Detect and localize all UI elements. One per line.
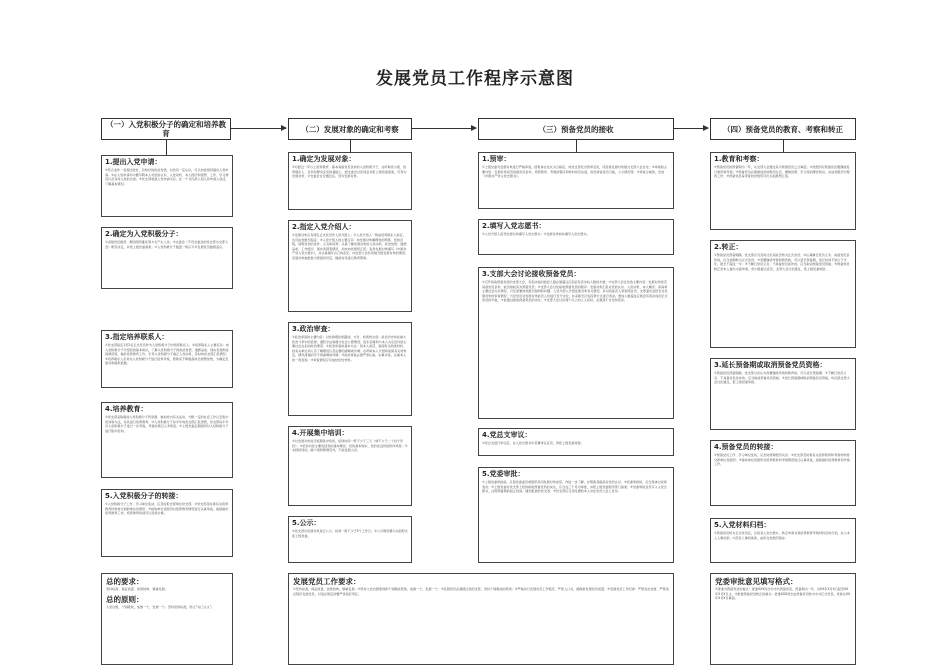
general-requirements-box — [101, 573, 233, 665]
step-title: 1.确定为发展对象： — [292, 155, 356, 163]
step-body: ①预备党员的预备期为一年，从支部大会通过其为预备党员之日算起；②党组织对预备党员要继续进行教育和考察；③预备党员必须参加党的组织生活、缴纳党费、学习党的理论知识，完成党组织分配的工作；④预备党员每季度向党组织写出书面思想汇报。 — [714, 165, 850, 179]
step-general-branch-review — [478, 428, 674, 456]
step-assign-sponsor — [288, 220, 412, 312]
step-title: 4.开展集中培训： — [292, 429, 349, 437]
step-title: 3.政治审查： — [292, 325, 335, 333]
step-title: 1.提出入党申请： — [105, 158, 162, 166]
header-arrow-2 — [412, 128, 476, 129]
step-pre-review — [478, 152, 674, 209]
step-confirm-candidate — [288, 152, 412, 210]
step-title: 2.确定为入党积极分子： — [105, 230, 183, 238]
step-probationary-transfer — [710, 440, 856, 506]
general-principles-title: 总的原则： — [106, 594, 144, 604]
step-fill-application — [478, 219, 674, 255]
connector-col-4 — [783, 140, 784, 152]
step-title: 1.预审： — [482, 155, 511, 163]
work-requirements-title: 发展党员工作要求： — [293, 577, 361, 586]
step-political-review — [288, 322, 412, 416]
step-body: ①上级党委对发展对象进行严格审查，经集体讨论认为合格后，向党支部发出预审意见，同意将发展对象提交支部大会讨论；②审查的主要内容：发展对象是否具备党员条件，培养教育、考察的程序和材料是否完备，政治审查是否合格，公示情况等；③审查合格的，发放《中国共产党入党志愿书》。 — [482, 165, 667, 179]
step-title: 1.教育和考察： — [714, 155, 764, 163]
step-title: 3.延长预备期或取消预备党员资格： — [714, 361, 827, 369]
step-title: 5.党委审批： — [482, 470, 525, 478]
step-branch-meeting — [478, 267, 674, 419]
connector-col-1 — [166, 140, 167, 155]
step-extend-or-cancel — [710, 358, 856, 430]
step-training-education — [101, 402, 233, 478]
step-title: 4.培养教育： — [105, 405, 148, 413]
header-arrow-3 — [674, 128, 708, 129]
step-body: ①党支部指定1至2名正式党员作为入党积极分子的培养联系人；②培养联系人主要任务：向入党积极分子介绍党的基本知识，了解入党积极分子的政治觉悟、道德品质、现实表现和家庭情况等，做好培养教育工作，引导入党积极分子端正入党动机，及时向党支部汇报情况；③培养联系人负责对入党积极分子进行培养考察，帮助其不断提高政治思想觉悟，为确定发展对象提供依据。 — [105, 343, 229, 366]
step-archive-files — [710, 518, 856, 563]
step-title: 2.转正： — [714, 243, 743, 251]
approval-format-box — [710, 573, 856, 665]
general-principles-body: 入党自愿，个别吸收，成熟一个，发展一个。坚持党的标准，防止“关门主义”。 — [106, 604, 215, 609]
step-body: ①上级党委审批前，应派党委委员或组织员同发展对象谈话，作进一步了解，并帮助其提高对党的认识；②党委审批时，应当集体讨论和表决；③上级党委对党支部上报的接收预备党员的决议，应当在三个月内审批，并报上级党委组织部门备案；④党委审批意见写入入党志愿书，注明预备期的起止时间，通知报批的党支部；⑤党支部应当及时通知本人并在党员大会上宣布。 — [482, 480, 667, 494]
step-apply-membership — [101, 155, 233, 217]
connector-col-3 — [576, 140, 577, 152]
step-body: ①对发展对象进行短期集中培训，培训时间一般不少于三天（或不少于二十四个学时）；②培训内容主要包括党的基本理论、党的基本知识、党的优良传统和作风等；③未经培训的，除个别特殊情况外，不能发展入党。 — [292, 439, 408, 453]
step-body: ①预备党员预备期满，党支部应当及时讨论其能否转为正式党员；②认真履行党员义务、具备党员条件的，应当按期转为正式党员；③需要继续考察和教育的，可以延长预备期，延长时间不能少于半年，最长不超过一年；④不履行党员义务、不具备党员条件的，应当取消预备党员资格；⑤预备党员转正需本人提出书面申请，党小组提出意见，支部大会讨论通过，报上级党委审批。 — [714, 253, 850, 271]
approval-format-body: ①批准为预备党员的格式：批准XXX同志为中共预备党员，预备期为一年，自XX年X月X日起至XX年X月X日止。②批准预备党员转正的格式：批准XXX同志由预备党员转为中共正式党员，党龄从XX年X月X日算起。 — [715, 587, 851, 601]
step-body: ①采取党员推荐、群团组织推优等方式产生人选；②支委会（不设支委会的党支部为支部大会）研究决定，并报上级党委备案；③入党积极分子数量一般应与年发展党员数相适应。 — [105, 240, 229, 249]
step-public-notice — [288, 516, 412, 563]
step-education-assessment — [710, 152, 856, 230]
step-body: ①预备党员转为正式党员后，应将其入党志愿书、转正申请书和培养教育考察材料及时归档，存入本人人事档案；②没有人事档案的，由所在党组织保存。 — [714, 531, 850, 540]
step-body: ①发展对象应有两名正式党员作入党介绍人；②入党介绍人一般由培养联系人担任，也可由党组织指定；③入党介绍人的主要任务：向发展对象解释党的纲领、党的章程，说明党员的条件、义务和权利；认真了解发展对象的入党动机、政治觉悟、道德品质、工作经历、现实表现等情况，如实向党组织汇报；指导发展对象填写《中国共产党入党志愿书》，并认真填写自己的意见；向支部大会负责地介绍发展对象的情况；发展对象被批准为预备党员后，继续对其进行教育帮助。 — [292, 233, 409, 260]
column-header-2: （二）发展对象的确定和考察 — [288, 118, 412, 140]
step-body: ①预备党员预备期满，党支部讨论认为需要继续考察和教育的，可以延长预备期；②不履行党员义务、不具备党员条件的，应当取消预备党员资格；③延长预备期或取消预备党员资格，均应经支部大会讨论通过，报上级党委审批。 — [714, 371, 850, 385]
step-activist-transfer — [101, 489, 233, 557]
work-requirements-box — [288, 573, 674, 665]
step-title: 5.入党积极分子的转接： — [105, 492, 183, 500]
step-body: ①政治审查的主要内容：对党的理论和路线、方针、政策的态度；政治历史和在重大政治斗争中的表现；遵纪守法和遵守社会公德情况；直系亲属和与本人关系密切的主要社会关系的政治情况；②政治审查的基本方法：同本人谈话、查阅有关档案材料、找有关单位和人员了解情况以及必要的函调或外调；在听取本人介绍和查阅有关材料后，情况清楚的可不再函调或外调；③政治审查必须严肃认真，实事求是，注重本人的一贯表现；④审查情况应写成结论性材料。 — [292, 335, 407, 362]
step-title: 4.预备党员的转接： — [714, 443, 778, 451]
page-title: 发展党员工作程序示意图 — [376, 69, 574, 89]
step-confirm-activist — [101, 227, 233, 289]
step-title: 5.入党材料归档： — [714, 521, 771, 529]
step-body: ①党支部对发展对象进行公示，时间一般不少于5个工作日；②公示情况要以书面形式报上级党委。 — [292, 529, 408, 538]
column-header-1: （一）入党积极分子的确定和培养教育 — [101, 118, 231, 140]
step-body: ①入党积极分子工作、学习单位变动，应及时报告原单位党支部；②党支部及时将有关培养教育材料转交到新单位党组织；③接收单位党组织对培养教育情况进行认真审查，接续做好培养教育工作，培养教育时间可以连续计算。 — [105, 502, 229, 516]
step-full-membership — [710, 240, 856, 348]
step-body: ①党总支进行审议后，在入党志愿书中签署审议意见，再报上级党委审批。 — [482, 441, 584, 445]
step-group-training — [288, 426, 412, 506]
step-body: ①对经过一年以上培养教育、基本具备党员条件的入党积极分子，在听取党小组、培养联系人、党员和群众意见的基础上，经支委会讨论同意并报上级党委备案，可列为发展对象；②支委会讨论通过后，列为发展对象。 — [292, 165, 407, 179]
approval-format-title: 党委审批意见填写格式： — [715, 577, 798, 586]
step-assign-contact — [101, 330, 233, 388]
step-title: 2.填写入党志愿书： — [482, 222, 546, 230]
step-body: ①符合条件一表现比较好，有较好的政治觉悟，对党有一定认识，可以向党组织提出入党申请。②在入党申请书中要写明本人对党的认识、入党动机、本人经历和思想、工作、学习情况以及对待入党的态度。③党支部收到入党申请书后，在一个月内派人同入党申请人谈话，了解基本情况。 — [105, 168, 229, 186]
step-body: ①党支部采取吸收入党积极分子听党课、参加党内有关活动，分配一定的社会工作以及集中培训等方法，对其进行培养教育；②入党积极分子每半年向党支部汇报思想，党支部每半年对入党积极分子进行一次考察，考察结果记入考察表；③上级党委定期组织对入党积极分子进行集中培训。 — [105, 415, 229, 433]
work-requirements-body: ①坚持标准，保证质量，改善结构，慎重发展；②坚持入党自愿原则和个别吸收原则，成熟一个，发展一个；③发展党员必须经过党的支部，坚持个别吸收的原则；④严格执行发展党员工作程序，严把入口关，确保新发展党员质量；⑤发展党员工作纪律：严禁突击发展、严禁违反程序发展党员，对违反规定的要严肃追究责任。 — [293, 587, 669, 596]
step-title: 4.党总支审议： — [482, 431, 532, 439]
connector-col-2 — [350, 140, 351, 152]
step-committee-approval — [478, 467, 674, 563]
step-body: ①入党介绍人指导发展对象填写入党志愿书；②发展对象如实填写入党志愿书。 — [482, 232, 590, 236]
header-arrow-1 — [231, 128, 286, 129]
step-title: 3.支部大会讨论接收预备党员： — [482, 270, 581, 278]
step-title: 3.指定培养联系人： — [105, 333, 169, 341]
general-requirements-body: 坚持标准、保证质量、改善结构、慎重发展。 — [106, 587, 168, 591]
step-body: ①召开接收预备党员的支部大会，有表决权的到会人数必须超过应到会有表决权人数的半数；②支部大会讨论的主要内容：发展对象是否具备党员条件，能否接收其为预备党员；③支部大会讨论接收预备党员的程序：发展对象汇报对党的认识、入党动机、本人履历、家庭和主要社会关系情况，以及需要向党组织说明的问题；入党介绍人介绍发展对象有关情况，并对其能否入党表明意见；支部委员会报告对发展对象的审查情况；与会党员对发展对象能否入党进行充分讨论，并采取无记名投票方式进行表决。赞成人数超过应到会有表决权的正式党员的半数，才能通过接收预备党员的决议；④支部大会讨论两个以上的人入党时，必须逐个讨论和表决。 — [482, 280, 668, 303]
column-header-3: （三）预备党员的接收 — [478, 118, 674, 140]
column-header-4: （四）预备党员的教育、考察和转正 — [710, 118, 856, 140]
step-body: ①预备党员工作、学习单位变动，应及时转移组织关系；②党支部及时将有关培养教育和考察材料转交新单位党组织；③接收单位党组织对培养教育和考察情况进行认真审查，接续做好培养教育和考察工作。 — [714, 453, 850, 467]
step-title: 2.指定入党介绍人： — [292, 223, 356, 231]
step-title: 5.公示： — [292, 519, 321, 527]
general-requirements-title: 总的要求： — [106, 577, 144, 586]
